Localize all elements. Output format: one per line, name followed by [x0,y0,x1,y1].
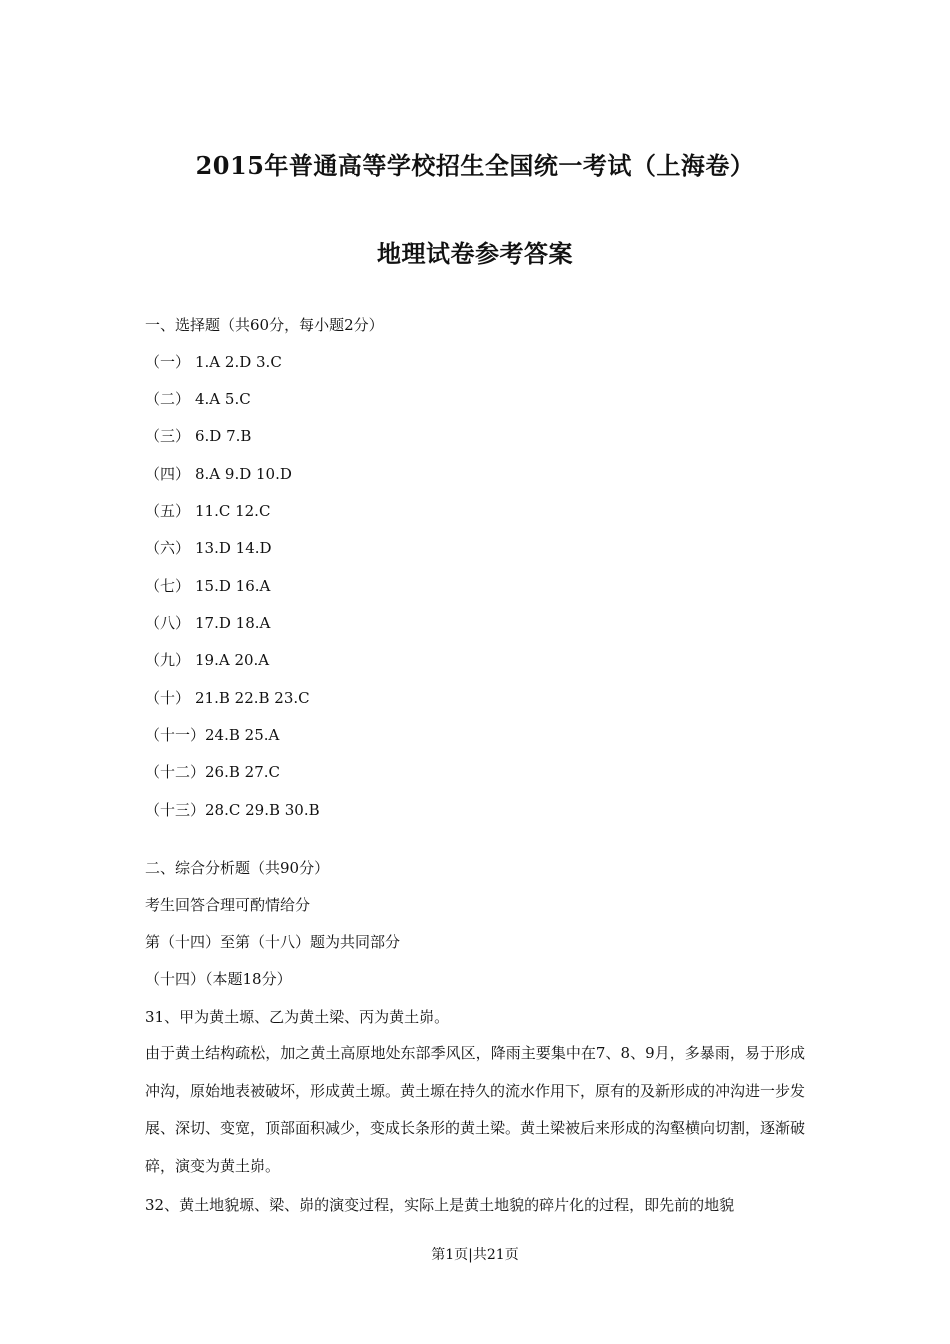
answer-group [145,538,272,558]
answer-group [145,725,279,745]
answer-group-answers: 24.B 25.A [205,726,280,744]
answer-group-answers: 19.A 20.A [195,651,270,669]
answer-group [145,389,251,409]
answer-group-label: （三） [145,427,191,445]
answer-group-label: （一） [145,353,191,371]
question32-answer: 32、黄土地貌塬、梁、峁的演变过程，实际上是黄土地貌的碎片化的过程，即先前的地貌 [145,1196,735,1214]
answer-group-answers: 11.C 12.C [195,502,271,520]
answer-group-label: （二） [145,390,191,408]
answer-group-label: （七） [145,577,191,595]
answer-group-label: （十三） [145,801,206,819]
question14-heading: （十四）（本题18分） [145,970,292,988]
answer-group-label: （八） [145,614,191,632]
answer-group-label: （十一） [145,726,206,744]
answer-group-label: （十） [145,689,191,707]
answer-group [145,501,270,521]
answer-group [145,464,292,484]
answer-group [145,426,251,446]
answer-group-answers: 26.B 27.C [205,763,280,781]
grading-note: 考生回答合理可酌情给分 [145,896,311,914]
answer-group-answers: 6.D 7.B [195,427,252,445]
answer-group-answers: 15.D 16.A [195,577,271,595]
answer-group-answers: 17.D 18.A [195,614,271,632]
answer-group-label: （五） [145,502,191,520]
answer-group-label: （十二） [145,763,206,781]
answer-group-label: （九） [145,651,191,669]
document-subtitle: 地理试卷参考答案 [377,239,573,268]
answer-group [145,800,320,820]
answer-group-answers: 1.A 2.D 3.C [195,353,282,371]
answer-group-answers: 28.C 29.B 30.B [205,801,320,819]
answer-group [145,762,280,782]
section2-heading: 二、综合分析题（共90分） [145,859,330,877]
answer-group [145,352,282,372]
answer-group-label: （六） [145,539,191,557]
answer-group-answers: 4.A 5.C [195,390,251,408]
answer-group-answers: 13.D 14.D [195,539,272,557]
question31-answer: 31、甲为黄土塬、乙为黄土梁、丙为黄土峁。 [145,1008,450,1026]
answer-group-answers: 21.B 22.B 23.C [195,689,310,707]
answer-group [145,650,269,670]
document-title: 2015年普通高等学校招生全国统一考试（上海卷） [195,151,755,180]
answer-group [145,576,270,596]
answer-group [145,613,270,633]
answer-group-label: （四） [145,465,191,483]
section1-heading: 一、选择题（共60分，每小题2分） [145,316,384,334]
answer-group [145,688,310,708]
answer-group-answers: 8.A 9.D 10.D [195,465,292,483]
question31-explanation: 由于黄土结构疏松，加之黄土高原地处东部季风区，降雨主要集中在7、8、9月，多暴雨，易于形成冲沟，原始地表被破坏，形成黄土塬。黄土塬在持久的流水作用下，原有的及新形成的冲沟进一步发展、深切、变宽，顶部面积减少，变成长条形的黄土梁。黄土梁被后来形成的沟壑横向切割，逐渐破碎，演变为黄土峁。 [145,1044,806,1175]
common-part-note: 第（十四）至第（十八）题为共同部分 [145,933,401,951]
page-footer: 第1页|共21页 [431,1247,519,1263]
